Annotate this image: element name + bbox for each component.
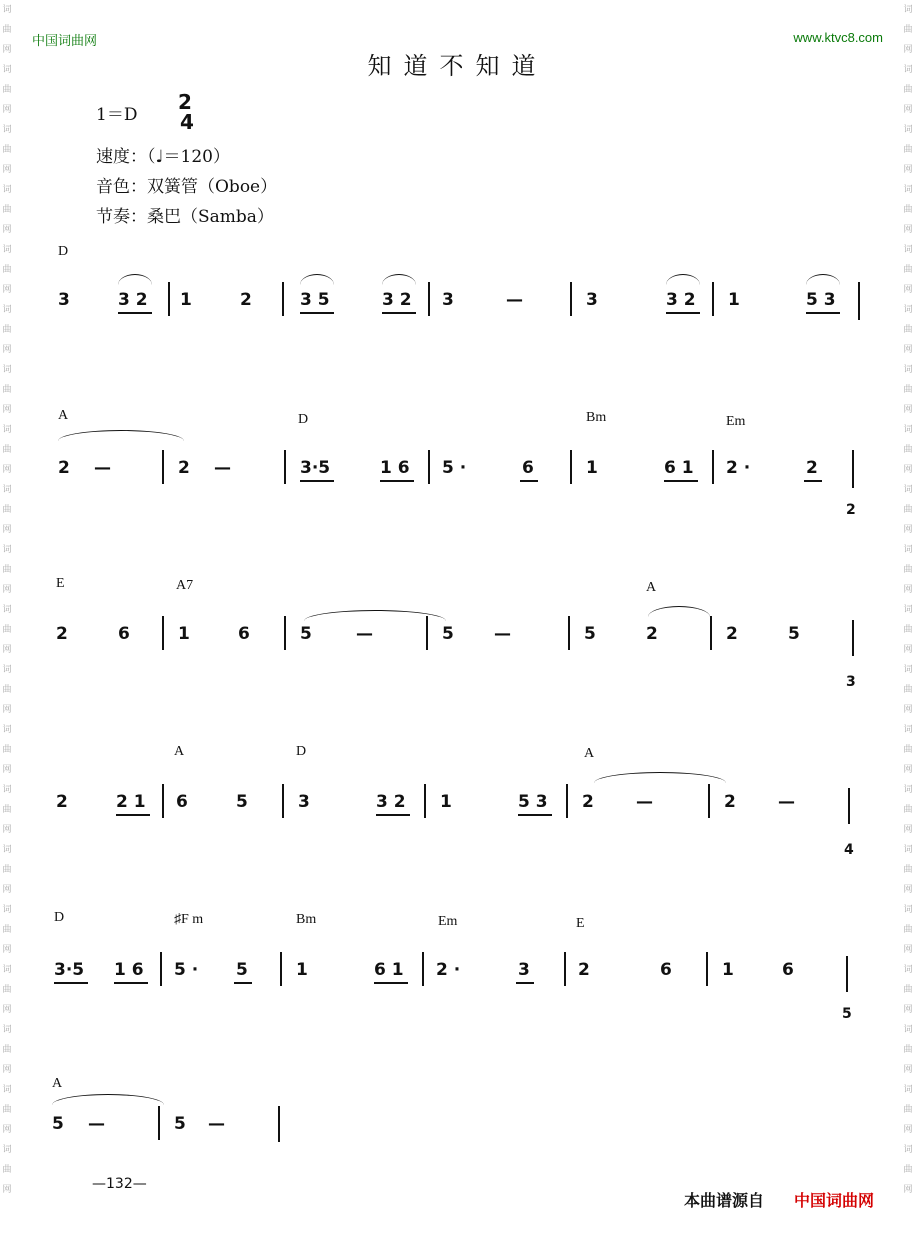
barline: [848, 788, 850, 824]
note: 1: [586, 458, 598, 478]
chord-label: Em: [726, 414, 746, 429]
note: 3 2: [666, 290, 696, 310]
note: 2: [724, 792, 736, 812]
barline: [710, 616, 712, 650]
tie: [300, 274, 334, 285]
tempo-line: 速度：（♩＝120）: [96, 147, 230, 167]
source-site-link[interactable]: 中国词曲网: [794, 1193, 875, 1210]
time-sig-num: 2: [178, 90, 192, 114]
note: 5: [300, 624, 312, 644]
dash: —: [356, 624, 373, 644]
barline: [284, 450, 286, 484]
beam: [116, 814, 150, 816]
beam: [234, 982, 252, 984]
beam: [666, 312, 700, 314]
line-number: 3: [846, 674, 856, 690]
barline: [570, 282, 572, 316]
note: 6: [238, 624, 250, 644]
beam: [664, 480, 698, 482]
barline: [424, 784, 426, 818]
dash: —: [208, 1114, 225, 1134]
note: 5 3: [518, 792, 548, 812]
dash: —: [88, 1114, 105, 1134]
note: 2: [578, 960, 590, 980]
barline: [706, 952, 708, 986]
barline: [162, 784, 164, 818]
note: 5 ·: [442, 458, 467, 478]
barline: [566, 784, 568, 818]
site-url-right[interactable]: www.ktvc8.com: [793, 30, 883, 45]
barline: [708, 784, 710, 818]
note: 5: [788, 624, 800, 644]
barline: [422, 952, 424, 986]
page-number: —132—: [92, 1176, 147, 1192]
barline: [280, 952, 282, 986]
barline: [426, 616, 428, 650]
note: 6 1: [664, 458, 694, 478]
note: 3 2: [118, 290, 148, 310]
tie: [806, 274, 840, 285]
note: 2: [58, 458, 70, 478]
barline: [160, 952, 162, 986]
chord-label: A: [584, 746, 595, 761]
note: 6 1: [374, 960, 404, 980]
chord-label: Bm: [586, 410, 607, 425]
source-label: 本曲谱源自: [684, 1193, 765, 1210]
note: 3 2: [376, 792, 406, 812]
line-number: 4: [844, 842, 854, 858]
barline: [158, 1106, 160, 1140]
dash: —: [778, 792, 795, 812]
key-signature: 1＝D: [96, 105, 138, 125]
note: 5 ·: [174, 960, 199, 980]
note: 3·5: [300, 458, 331, 478]
chord-label: D: [54, 910, 65, 925]
tie: [666, 274, 700, 285]
chord-label: Em: [438, 914, 458, 929]
note: 5: [174, 1114, 186, 1134]
note: 5: [52, 1114, 64, 1134]
chord-label: D: [298, 412, 309, 427]
barline: [564, 952, 566, 986]
line-number: 2: [846, 502, 856, 518]
note: 2: [646, 624, 658, 644]
rhythm-line: 节奏：桑巴（Samba）: [96, 207, 274, 227]
chord-label: A: [174, 744, 185, 759]
tie: [382, 274, 416, 285]
beam: [804, 480, 822, 482]
song-title: 知道不知道: [367, 52, 548, 80]
side-watermark-right: 词 曲 网 词 曲 网 词 曲 网 词 曲 网 词 曲 网 词 曲 网 词 曲 网 词 曲 网 词 曲 网 词 曲 网 词 曲 网 词 曲 网 词 曲 网 词 曲 网 词 曲 网 词 曲 网 词 曲 网 词 曲 网 词 曲 网 词 曲 网: [903, 5, 913, 1195]
note: 1 6: [380, 458, 410, 478]
beam: [380, 480, 414, 482]
dash: —: [94, 458, 111, 478]
note: 1: [178, 624, 190, 644]
timbre-line: 音色：双簧管（Oboe）: [96, 177, 278, 197]
chord-label: E: [56, 576, 65, 591]
note: 6: [782, 960, 794, 980]
note: 3: [58, 290, 70, 310]
dash: —: [494, 624, 511, 644]
tie: [58, 430, 184, 441]
barline: [282, 784, 284, 818]
beam: [382, 312, 416, 314]
note: 2 1: [116, 792, 146, 812]
note: 2: [178, 458, 190, 478]
barline: [712, 282, 714, 316]
chord-label: A: [58, 408, 69, 423]
note: 6: [118, 624, 130, 644]
note: 5: [442, 624, 454, 644]
barline: [568, 616, 570, 650]
note: 2: [726, 624, 738, 644]
chord-label: A: [646, 580, 657, 595]
site-name-left[interactable]: 中国词曲网: [32, 33, 98, 48]
barline: [846, 956, 848, 992]
beam: [376, 814, 410, 816]
beam: [806, 312, 840, 314]
chord-label: A7: [176, 578, 194, 593]
chord-label: ♯F m: [174, 912, 204, 927]
beam: [114, 982, 148, 984]
note: 1: [728, 290, 740, 310]
note: 5 3: [806, 290, 836, 310]
note: 1: [440, 792, 452, 812]
beam: [518, 814, 552, 816]
chord-label: E: [576, 916, 585, 931]
chord-label: A: [52, 1076, 63, 1091]
barline: [162, 450, 164, 484]
beam: [520, 480, 538, 482]
note: 1: [722, 960, 734, 980]
barline: [852, 450, 854, 488]
note: 3 2: [382, 290, 412, 310]
tie: [52, 1094, 164, 1105]
note: 3: [298, 792, 310, 812]
note: 5: [236, 792, 248, 812]
barline: [428, 450, 430, 484]
note: 1 6: [114, 960, 144, 980]
note: 5: [584, 624, 596, 644]
tie: [648, 606, 710, 617]
note: 3 5: [300, 290, 330, 310]
note: 2 ·: [726, 458, 751, 478]
note: 2: [56, 792, 68, 812]
note: 2: [240, 290, 252, 310]
note: 2: [582, 792, 594, 812]
beam: [374, 982, 408, 984]
note: 1: [296, 960, 308, 980]
note: 2: [806, 458, 818, 478]
note: 2: [56, 624, 68, 644]
barline: [162, 616, 164, 650]
time-sig-den: 4: [180, 110, 194, 134]
barline: [428, 282, 430, 316]
dash: —: [506, 290, 523, 310]
note: 3: [442, 290, 454, 310]
barline: [282, 282, 284, 316]
tie: [304, 610, 446, 621]
note: 3: [518, 960, 530, 980]
barline: [712, 450, 714, 484]
tie: [118, 274, 152, 285]
tie: [594, 772, 726, 783]
beam: [54, 982, 88, 984]
line-number: 5: [842, 1006, 852, 1022]
chord-label: Bm: [296, 912, 317, 927]
note: 3·5: [54, 960, 85, 980]
beam: [118, 312, 152, 314]
barline: [858, 282, 860, 320]
beam: [516, 982, 534, 984]
barline: [168, 282, 170, 316]
dash: —: [214, 458, 231, 478]
note: 3: [586, 290, 598, 310]
beam: [300, 312, 334, 314]
barline: [284, 616, 286, 650]
barline: [852, 620, 854, 656]
note: 6: [660, 960, 672, 980]
note: 1: [180, 290, 192, 310]
barline: [278, 1106, 280, 1142]
chord-label: D: [296, 744, 307, 759]
beam: [300, 480, 334, 482]
side-watermark-left: 词 曲 网 词 曲 网 词 曲 网 词 曲 网 词 曲 网 词 曲 网 词 曲 网 词 曲 网 词 曲 网 词 曲 网 词 曲 网 词 曲 网 词 曲 网 词 曲 网 词 曲 网 词 曲 网 词 曲 网 词 曲 网 词 曲 网 词 曲 网: [2, 5, 12, 1195]
note: 6: [176, 792, 188, 812]
dash: —: [636, 792, 653, 812]
note: 6: [522, 458, 534, 478]
chord-label: D: [58, 244, 69, 259]
note: 5: [236, 960, 248, 980]
note: 2 ·: [436, 960, 461, 980]
barline: [570, 450, 572, 484]
